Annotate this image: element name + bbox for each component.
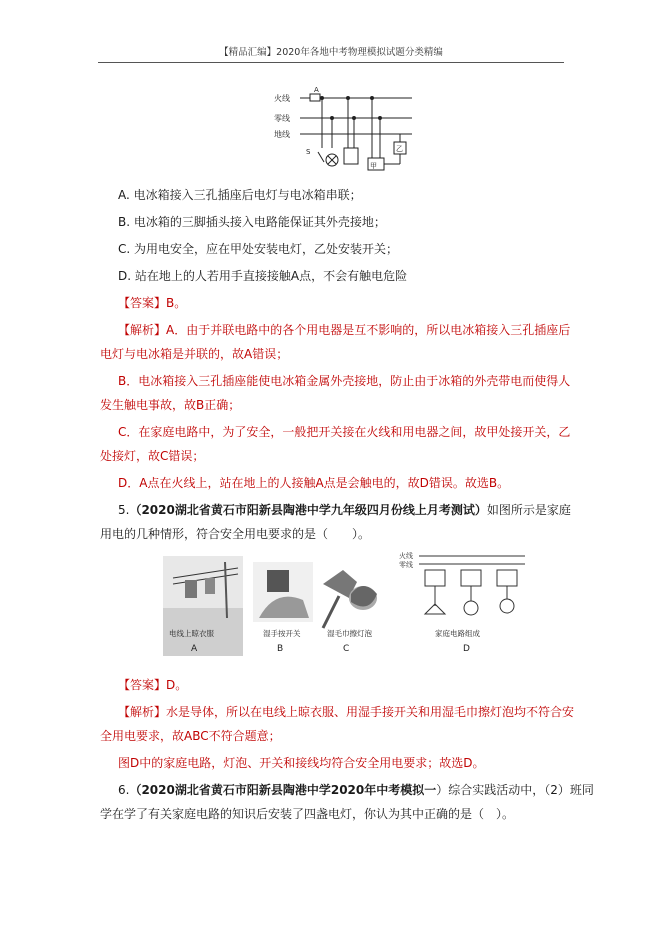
caption-a: 电线上晾衣服 bbox=[169, 629, 214, 638]
q5-number: 5. bbox=[118, 503, 130, 517]
q4-analysis-line: 发生触电事故，故B正确； bbox=[100, 398, 241, 412]
letter-a: A bbox=[191, 644, 198, 654]
q5-analysis-line: 全用电要求，故ABC不符合题意； bbox=[100, 729, 281, 743]
q5-text: 如图所示是家庭 bbox=[486, 503, 571, 517]
caption-c: 湿毛巾擦灯泡 bbox=[327, 629, 372, 638]
q4-analysis-line: 电灯与电冰箱是并联的，故A错误； bbox=[100, 347, 289, 361]
box-jia-label: 甲 bbox=[370, 162, 377, 170]
q4-option-c: C. 为用电安全，应在甲处安装电灯，乙处安装开关； bbox=[118, 242, 399, 256]
box-yi-label: 乙 bbox=[396, 145, 403, 153]
neutral-wire-label: 零线 bbox=[274, 114, 290, 123]
point-a-label: A bbox=[314, 86, 319, 94]
q4-option-a: A. 电冰箱接入三孔插座后电灯与电冰箱串联； bbox=[118, 188, 362, 202]
switch-label: S bbox=[306, 148, 311, 156]
live-wire-label: 火线 bbox=[274, 94, 290, 103]
letter-c: C bbox=[343, 644, 350, 654]
q4-option-d: D. 站在地上的人若用手直接接触A点，不会有触电危险 bbox=[118, 269, 408, 283]
letter-b: B bbox=[277, 644, 284, 654]
caption-b: 湿手按开关 bbox=[263, 629, 301, 638]
q5-stem-continued: 用电的几种情形，符合安全用电要求的是（ ）。 bbox=[100, 527, 371, 541]
q5-answer: 【答案】D。 bbox=[118, 678, 188, 692]
q6-source: （2020湖北省黄石市阳新县陶港中学2020年中考模拟一 bbox=[129, 783, 437, 797]
q5-analysis-line: 【解析】水是导体，所以在电线上晾衣服、用湿手接开关和用湿毛巾擦灯泡均不符合安 bbox=[118, 705, 575, 719]
q4-analysis-line: C．在家庭电路中，为了安全，一般把开关接在火线和用电器之间，故甲处接开关，乙 bbox=[118, 425, 571, 439]
fig2-live-label: 火线 bbox=[399, 552, 413, 560]
q5-source: （2020湖北省黄石市阳新县陶港中学九年级四月份线上月考测试） bbox=[129, 503, 487, 517]
q5-analysis-line: 图D中的家庭电路，灯泡、开关和接线均符合安全用电要求；故选D。 bbox=[118, 756, 485, 770]
q4-answer: 【答案】B。 bbox=[118, 296, 187, 310]
fig2-neutral-label: 零线 bbox=[399, 561, 413, 569]
q5-stem bbox=[118, 501, 571, 519]
caption-d: 家庭电路组成 bbox=[435, 629, 480, 638]
q4-option-b: B. 电冰箱的三脚插头接入电路能保证其外壳接地； bbox=[118, 215, 386, 229]
q6-number: 6. bbox=[118, 783, 130, 797]
q4-analysis-line: B．电冰箱接入三孔插座能使电冰箱金属外壳接地，防止由于冰箱的外壳带电而使得人 bbox=[118, 374, 571, 388]
safety-scenes-figure bbox=[163, 548, 525, 666]
q4-analysis-line: 处接灯，故C错误； bbox=[100, 449, 205, 463]
page-header: 【精品汇编】2020年各地中考物理模拟试题分类精编 bbox=[98, 44, 564, 63]
letter-d: D bbox=[463, 644, 470, 654]
ground-wire-label: 地线 bbox=[274, 130, 290, 139]
q6-text: ）综合实践活动中，（2）班同 bbox=[436, 783, 594, 797]
q4-analysis-line: 【解析】A．由于并联电路中的各个用电器是互不影响的，所以电冰箱接入三孔插座后 bbox=[118, 323, 571, 337]
q6-stem bbox=[118, 781, 594, 799]
q4-analysis-line: D．A点在火线上，站在地上的人接触A点是会触电的，故D错误。故选B。 bbox=[118, 476, 510, 490]
circuit-diagram bbox=[272, 86, 420, 178]
q6-stem-continued: 学在学了有关家庭电路的知识后安装了四盏电灯，你认为其中正确的是（ ）。 bbox=[100, 807, 515, 821]
